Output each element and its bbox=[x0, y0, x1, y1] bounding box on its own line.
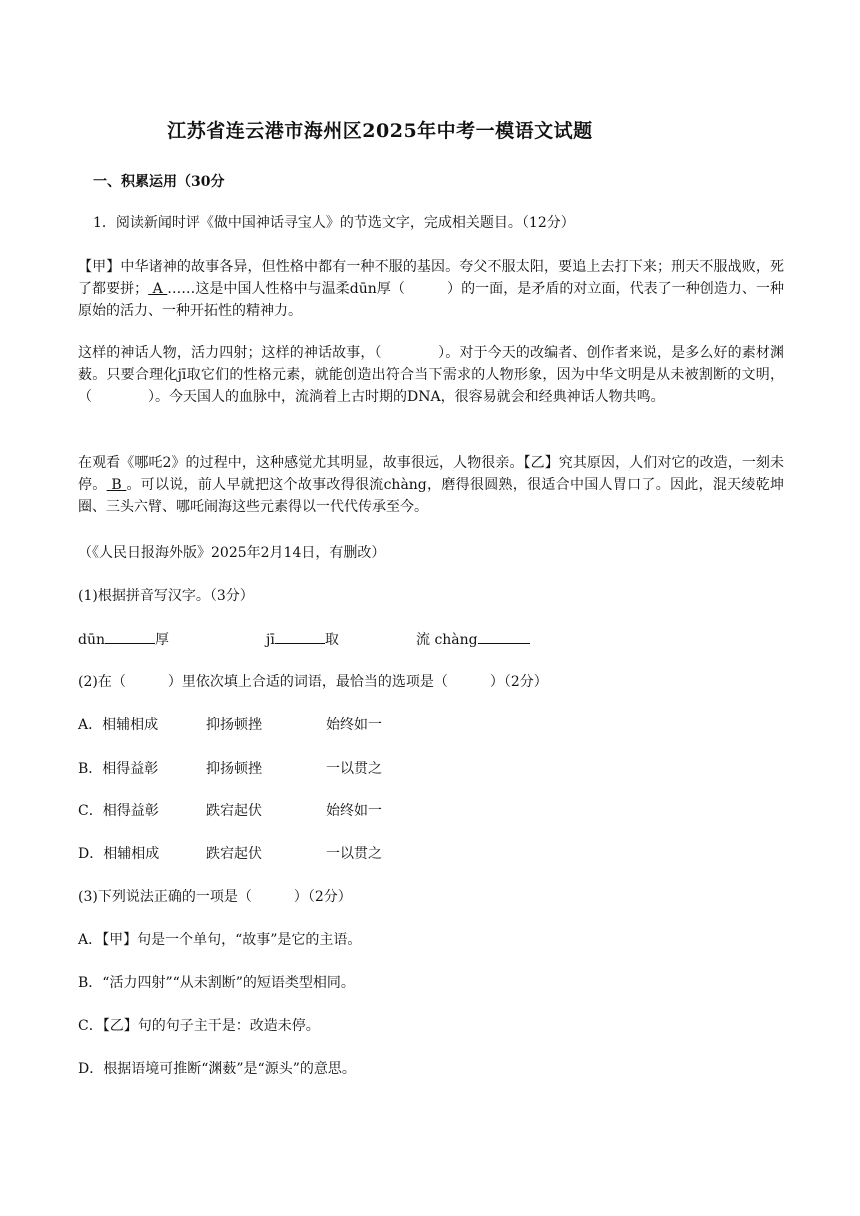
subquestion-2: (2)在（ ）里依次填上合适的词语，最恰当的选项是（ ）（2分） bbox=[78, 674, 548, 690]
option-b: B．“活力四射”“从未割断”的短语类型相同。 bbox=[78, 975, 355, 991]
source-note: （《人民日报海外版》2025年2月14日，有删改） bbox=[78, 545, 386, 561]
question-1-stem: 1．阅读新闻时评《做中国神话寻宝人》的节选文字，完成相关题目。（12分） bbox=[93, 215, 575, 231]
answer-blank[interactable] bbox=[478, 629, 530, 644]
blank-a: A bbox=[148, 281, 168, 297]
blank-b: B bbox=[106, 477, 127, 493]
page-title bbox=[0, 116, 860, 143]
passage-paragraph-1: 【甲】中华诸神的故事各异，但性格中都有一种不服的基因。夸父不服太阳，要追上去打下来；刑天不服战败，死了都要拼； A ……这是中国人性格中与温柔dūn厚（ ）的一面，是矛盾的对立面，代表了一种创造力、一种原始的活力、一种开拓性的精神力。 bbox=[78, 259, 785, 319]
passage-paragraph-2: 这样的神话人物，活力四射；这样的神话故事，（ ）。对于今天的改编者、创作者来说，是多么好的素材渊薮。只要合理化jī取它们的性格元素，就能创造出符合当下需求的人物形象，因为中华文明是从未被割断的文明，（ ）。今天国人的血脉中，流淌着上古时期的DNA，很容易就会和经典神话人物共鸣。 bbox=[78, 345, 784, 405]
pinyin-item-a: dūn 厚 bbox=[78, 629, 169, 649]
option-a: A．【甲】句是一个单句，“故事”是它的主语。 bbox=[78, 932, 362, 948]
title-text: 江苏省连云港市海州区2025年中考一模语文试题 bbox=[167, 120, 593, 142]
option-c: C．【乙】句的句子主干是：改造未停。 bbox=[78, 1018, 320, 1034]
answer-blank[interactable] bbox=[275, 629, 325, 644]
pinyin-item-c: 流 chàng bbox=[416, 629, 530, 649]
exam-page: 江苏省连云港市海州区2025年中考一模语文试题 一、积累运用（30分 1．阅读新闻时评《做中国神话寻宝人》的节选文字，完成相关题目。（12分） 【甲】中华诸神的故事各异，但性格中都有一种不服的基因。夸父不服太阳，要追上去打下来；刑天不服战败，死了都要拼； A ……这是中国人性格中与温柔dūn厚（ ）的一面，是矛盾的对立面，代表了一种创造力、一种原始的活力、一种开拓性的精神力。 这样的神话人物，活力四射；这样的神话故事，（ ）。对于今天的改编者、创作者来说，是多么好的素材渊薮。只要合理化jī取它们的性格元素，就能创造出符合当下需求的人物形象，因为中华文明是从未被割断的文明，（ ）。今天国人的血脉中，流淌着上古时期的DNA，很容易就会和经典神话人物共鸣。 在观看《哪吒2》的过程中，这种感觉尤其明显，故事很远，人物很亲。【乙】究其原因，人们对它的改造，一刻未停。 B 。可以说，前人早就把这个故事改得很流chàng，磨得很圆熟，很适合中国人胃口了。因此，混天绫乾坤圈、三头六臂、哪吒闹海这些元素得以一代代传承至今。 （《人民日报海外版》2025年2月14日，有删改） (1)根据拼音写汉字。（3分） dūn 厚 jī 取 流 chàng (2)在（ ）里依次填上合适的词语，最恰当的选项是（ ）（2分） A．相辅相成 抑扬顿挫 始终如一 B．相得益彰 抑扬顿挫 一以贯之 C．相得益彰 跌宕起伏 始终如一 D．相辅相成 跌宕起伏 一以贯之 (3)下列说法正确的一项是（ ）（2分） A．【甲】句是一个单句，“故事”是它的主语。 B．“活力四射”“从未割断”的短语类型相同。 C．【乙】句的句子主干是：改造未停。 D．根据语境可推断“渊薮”是“源头”的意思。 bbox=[0, 0, 860, 1216]
subquestion-3: (3)下列说法正确的一项是（ ）（2分） bbox=[78, 889, 352, 905]
section-heading: 一、积累运用（30分 bbox=[93, 174, 225, 190]
pinyin-item-b: jī 取 bbox=[266, 629, 339, 649]
answer-blank[interactable] bbox=[105, 629, 155, 644]
passage-paragraph-3: 在观看《哪吒2》的过程中，这种感觉尤其明显，故事很远，人物很亲。【乙】究其原因，人们对它的改造，一刻未停。 B 。可以说，前人早就把这个故事改得很流chàng，磨得很圆熟，很适合中国人胃口了。因此，混天绫乾坤圈、三头六臂、哪吒闹海这些元素得以一代代传承至今。 bbox=[78, 455, 785, 515]
subquestion-1: (1)根据拼音写汉字。（3分） bbox=[78, 588, 254, 604]
option-d: D．根据语境可推断“渊薮”是“源头”的意思。 bbox=[78, 1061, 356, 1077]
